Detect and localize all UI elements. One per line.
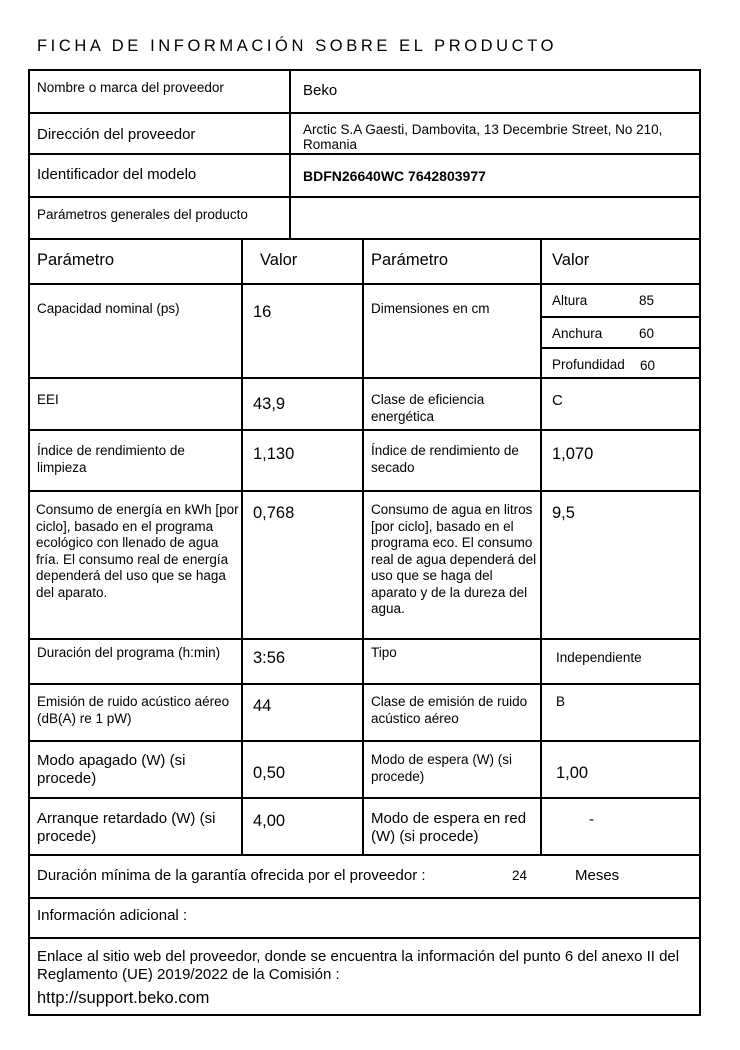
standby-label: Modo de espera (W) (si procede)	[371, 752, 513, 784]
row-divider	[28, 196, 701, 198]
off-mode-label: Modo apagado (W) (si procede)	[37, 752, 186, 787]
noise-emission-value: 44	[253, 697, 272, 715]
eei-label: EEI	[37, 392, 59, 407]
warranty-value: 24	[512, 868, 528, 883]
dimension-depth-label: Profundidad	[552, 357, 625, 372]
table-top-border	[28, 69, 701, 71]
row-divider	[28, 429, 701, 431]
row-divider	[28, 897, 701, 899]
eei-value: 43,9	[253, 395, 286, 413]
water-consumption-label: Consumo de agua en litros [por ciclo], basado en el programa eco. El consumo real de agua dependerá del uso que se haga del aparato y de la dureza del agua.	[371, 502, 537, 616]
warranty-unit: Meses	[575, 867, 620, 884]
row-divider	[28, 112, 701, 114]
program-duration-value: 3:56	[253, 649, 286, 667]
dimensions-label: Dimensiones en cm	[371, 301, 490, 316]
column-divider	[289, 69, 291, 240]
network-standby-value: -	[589, 811, 594, 828]
drying-index-label: Índice de rendimiento de secado	[371, 443, 519, 475]
header-parameter-left: Parámetro	[37, 251, 115, 269]
warranty-label: Duración mínima de la garantía ofrecida por el proveedor :	[37, 867, 426, 884]
water-consumption-value: 9,5	[552, 504, 575, 522]
supplier-name-label: Nombre o marca del proveedor	[37, 80, 224, 95]
table-right-border	[699, 69, 701, 1016]
supplier-website-link[interactable]: http://support.beko.com	[37, 989, 210, 1007]
delay-start-value: 4,00	[253, 812, 286, 830]
supplier-address-label: Dirección del proveedor	[37, 126, 196, 143]
header-parameter-right: Parámetro	[371, 251, 449, 269]
row-divider	[28, 490, 701, 492]
off-mode-value: 0,50	[253, 764, 286, 782]
row-divider	[28, 797, 701, 799]
row-divider	[541, 347, 701, 349]
table-left-border	[28, 69, 30, 1016]
page-title: FICHA DE INFORMACIÓN SOBRE EL PRODUCTO	[37, 37, 558, 55]
program-duration-label: Duración del programa (h:min)	[37, 645, 221, 660]
dimension-width-value: 60	[639, 326, 655, 341]
row-divider	[28, 153, 701, 155]
additional-info-label: Información adicional :	[37, 907, 188, 924]
type-label: Tipo	[371, 645, 397, 660]
capacity-label: Capacidad nominal (ps)	[37, 301, 180, 316]
row-divider	[28, 283, 701, 285]
row-divider	[28, 937, 701, 939]
type-value: Independiente	[556, 650, 642, 665]
dimension-height-label: Altura	[552, 293, 588, 308]
dimension-depth-value: 60	[640, 358, 656, 373]
noise-class-label: Clase de emisión de ruido acústico aéreo	[371, 694, 528, 726]
row-divider	[28, 238, 701, 240]
supplier-address-value: Arctic S.A Gaesti, Dambovita, 13 Decembrie Street, No 210, Romania	[303, 122, 663, 152]
noise-emission-label: Emisión de ruido acústico aéreo (dB(A) re 1 pW)	[37, 694, 230, 726]
delay-start-label: Arranque retardado (W) (si procede)	[37, 810, 216, 845]
header-value-left: Valor	[260, 251, 298, 269]
standby-value: 1,00	[556, 764, 589, 782]
noise-class-value: B	[556, 694, 566, 709]
energy-consumption-label: Consumo de energía en kWh [por ciclo], basado en el programa ecológico con llenado de agua fría. El consumo real de energía dependerá del uso que se haga del aparato.	[36, 502, 239, 600]
network-standby-label: Modo de espera en red (W) (si procede)	[371, 810, 527, 845]
general-parameters-label: Parámetros generales del producto	[37, 207, 248, 222]
dimension-height-value: 85	[639, 293, 655, 308]
row-divider	[28, 854, 701, 856]
header-value-right: Valor	[552, 251, 590, 269]
model-identifier-value: BDFN26640WC 7642803977	[303, 168, 486, 184]
row-divider	[28, 638, 701, 640]
energy-class-label: Clase de eficiencia energética	[371, 392, 485, 424]
table-bottom-border	[28, 1014, 701, 1016]
row-divider	[541, 316, 701, 318]
cleaning-index-value: 1,130	[253, 445, 295, 463]
row-divider	[28, 377, 701, 379]
supplier-name-value: Beko	[303, 82, 338, 99]
capacity-value: 16	[253, 303, 272, 321]
dimension-width-label: Anchura	[552, 326, 603, 341]
model-identifier-label: Identificador del modelo	[37, 166, 197, 183]
cleaning-index-label: Índice de rendimiento de limpieza	[37, 443, 185, 475]
drying-index-value: 1,070	[552, 445, 594, 463]
supplier-website-text: Enlace al sitio web del proveedor, donde se encuentra la información del punto 6 del anexo II del Reglamento (UE) 2019/2022 de la Comisión :	[37, 948, 680, 983]
energy-consumption-value: 0,768	[253, 504, 295, 522]
energy-class-value: C	[552, 392, 563, 409]
row-divider	[28, 740, 701, 742]
row-divider	[28, 683, 701, 685]
column-divider	[362, 238, 364, 856]
